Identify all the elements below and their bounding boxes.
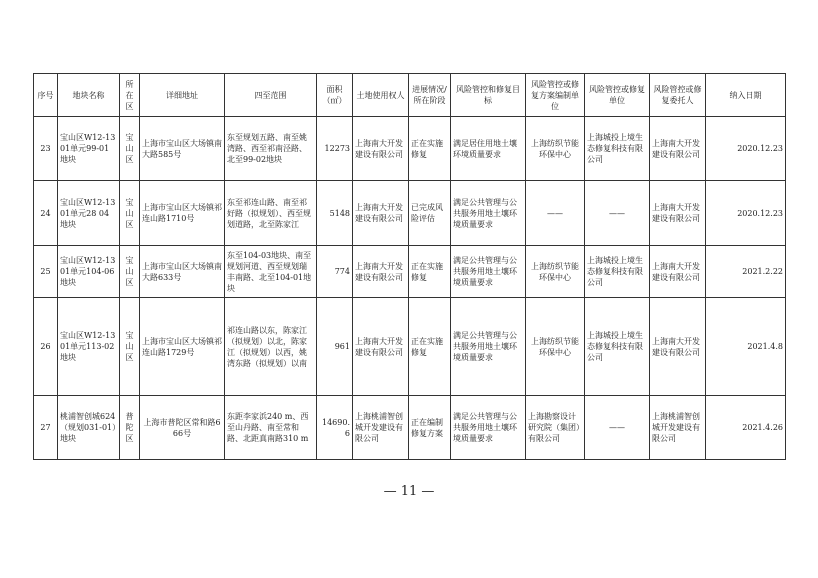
cell-name: 桃浦智创城624（规划031-01）地块 — [58, 396, 120, 460]
cell-owner: 上海桃浦智创城开发建设有限公司 — [353, 396, 409, 460]
table-row — [34, 181, 786, 246]
cell-address: 上海市宝山区大场镇祁连山路1710号 — [140, 181, 225, 246]
cell-district: 宝山区 — [120, 117, 140, 181]
cell-area: 774 — [317, 246, 353, 298]
cell-name: 宝山区W12-1301单元28 04地块 — [58, 181, 120, 246]
cell-goal: 满足公共管理与公共服务用地土壤环境质量要求 — [451, 298, 526, 396]
table-row — [34, 246, 786, 298]
cell-boundary: 东至祁连山路、南至祁好路（拟规划）、西至规划道路，北至陈家江 — [225, 181, 317, 246]
cell-repair-unit: 上海城投上境生态修复科技有限公司 — [585, 298, 650, 396]
cell-area: 12273 — [317, 117, 353, 181]
cell-seq: 27 — [34, 396, 58, 460]
cell-boundary: 祁连山路以东，陈家江（拟规划）以北，陈家江（拟规划）以西，姚湾东路（拟规划）以南 — [225, 298, 317, 396]
cell-seq: 23 — [34, 117, 58, 181]
table-header-row — [34, 74, 786, 117]
cell-goal: 满足居住用地土壤环境质量要求 — [451, 117, 526, 181]
cell-goal: 满足公共管理与公共服务用地土壤环境质量要求 — [451, 396, 526, 460]
cell-plan-unit: 上海纺织节能环保中心 — [526, 246, 585, 298]
cell-client: 上海桃浦智创城开发建设有限公司 — [650, 396, 706, 460]
header-area: 面积（㎡） — [317, 74, 353, 117]
cell-address: 上海市宝山区大场镇南大路633号 — [140, 246, 225, 298]
table-row — [34, 117, 786, 181]
header-owner: 土地使用权人 — [353, 74, 409, 117]
cell-date: 2021.4.26 — [706, 396, 786, 460]
cell-repair-unit: —— — [585, 181, 650, 246]
cell-plan-unit: 上海纺织节能环保中心 — [526, 298, 585, 396]
cell-plan-unit: 上海纺织节能环保中心 — [526, 117, 585, 181]
cell-client: 上海南大开发建设有限公司 — [650, 117, 706, 181]
cell-seq: 26 — [34, 298, 58, 396]
cell-area: 14690.6 — [317, 396, 353, 460]
contaminated-site-table — [33, 73, 786, 460]
cell-stage: 已完成风险评估 — [409, 181, 451, 246]
header-client: 风险管控或修复委托人 — [650, 74, 706, 117]
header-seq: 序号 — [34, 74, 58, 117]
cell-owner: 上海南大开发建设有限公司 — [353, 181, 409, 246]
cell-seq: 24 — [34, 181, 58, 246]
header-plan-unit: 风险管控或修复方案编制单位 — [526, 74, 585, 117]
cell-plan-unit: 上海勘察设计研究院（集团）有限公司 — [526, 396, 585, 460]
cell-district: 普陀区 — [120, 396, 140, 460]
cell-area: 961 — [317, 298, 353, 396]
cell-address: 上海市普陀区常和路666号 — [140, 396, 225, 460]
cell-owner: 上海南大开发建设有限公司 — [353, 246, 409, 298]
cell-date: 2020.12.23 — [706, 181, 786, 246]
cell-name: 宝山区W12-1301单元104-06地块 — [58, 246, 120, 298]
table-row — [34, 298, 786, 396]
header-district: 所在区 — [120, 74, 140, 117]
cell-address: 上海市宝山区大场镇南大路585号 — [140, 117, 225, 181]
cell-stage: 正在编制修复方案 — [409, 396, 451, 460]
cell-name: 宝山区W12-1301单元113-02地块 — [58, 298, 120, 396]
cell-repair-unit: 上海城投上境生态修复科技有限公司 — [585, 117, 650, 181]
cell-client: 上海南大开发建设有限公司 — [650, 181, 706, 246]
cell-stage: 正在实施修复 — [409, 246, 451, 298]
cell-name: 宝山区W12-1301单元99-01地块 — [58, 117, 120, 181]
cell-owner: 上海南大开发建设有限公司 — [353, 117, 409, 181]
header-name: 地块名称 — [58, 74, 120, 117]
page-number: — 11 — — [383, 484, 435, 499]
cell-date: 2021.4.8 — [706, 298, 786, 396]
header-date: 纳入日期 — [706, 74, 786, 117]
cell-boundary: 东至104-03地块、南至规划河道、西至规划瑞丰南路、北至104-01地块 — [225, 246, 317, 298]
cell-district: 宝山区 — [120, 181, 140, 246]
table-row — [34, 396, 786, 460]
cell-client: 上海南大开发建设有限公司 — [650, 246, 706, 298]
cell-stage: 正在实施修复 — [409, 117, 451, 181]
cell-district: 宝山区 — [120, 298, 140, 396]
cell-boundary: 东距李家浜240 m、西至山丹路、南至常和路、北距真南路310 m — [225, 396, 317, 460]
header-address: 详细地址 — [140, 74, 225, 117]
cell-client: 上海南大开发建设有限公司 — [650, 298, 706, 396]
cell-boundary: 东至规划五路、南至姚湾路、西至祁南泾路、北至99-02地块 — [225, 117, 317, 181]
cell-date: 2020.12.23 — [706, 117, 786, 181]
header-stage: 进展情况/所在阶段 — [409, 74, 451, 117]
cell-goal: 满足公共管理与公共服务用地土壤环境质量要求 — [451, 246, 526, 298]
cell-stage: 正在实施修复 — [409, 298, 451, 396]
header-repair-unit: 风险管控或修复单位 — [585, 74, 650, 117]
cell-plan-unit: —— — [526, 181, 585, 246]
cell-district: 宝山区 — [120, 246, 140, 298]
cell-repair-unit: —— — [585, 396, 650, 460]
header-goal: 风险管控和修复目标 — [451, 74, 526, 117]
cell-area: 5148 — [317, 181, 353, 246]
cell-seq: 25 — [34, 246, 58, 298]
header-boundary: 四至范围 — [225, 74, 317, 117]
cell-goal: 满足公共管理与公共服务用地土壤环境质量要求 — [451, 181, 526, 246]
cell-date: 2021.2.22 — [706, 246, 786, 298]
cell-address: 上海市宝山区大场镇祁连山路1729号 — [140, 298, 225, 396]
cell-repair-unit: 上海城投上境生态修复科技有限公司 — [585, 246, 650, 298]
cell-owner: 上海南大开发建设有限公司 — [353, 298, 409, 396]
